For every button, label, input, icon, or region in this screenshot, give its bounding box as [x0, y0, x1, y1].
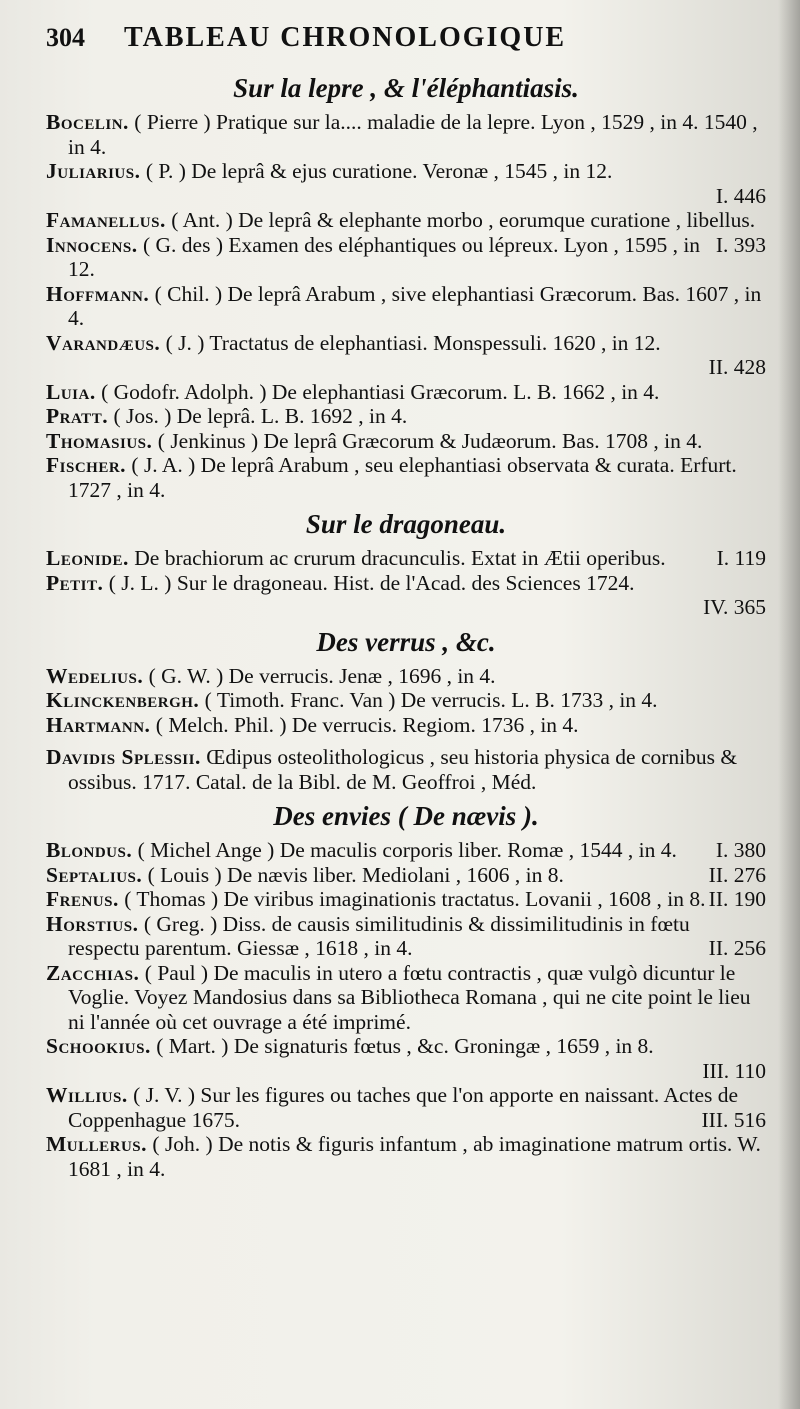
entry-author: Petit.	[46, 570, 104, 595]
entry-author: Wedelius.	[46, 663, 144, 688]
entry-author: Mullerus.	[46, 1132, 148, 1156]
entry-petit	[46, 571, 766, 596]
entry-reference: III. 110	[702, 1058, 766, 1083]
entry-author: Varandæus.	[46, 330, 161, 355]
entry-text: ( Mart. ) De signaturis fœtus , &c. Groningæ , 1659 , in 8.	[156, 1034, 654, 1058]
entry-reference: I. 393	[715, 232, 766, 257]
entry-text: ( Jos. ) De leprâ. L. B. 1692 , in 4.	[113, 404, 408, 428]
entry-willius	[46, 1083, 766, 1132]
entry-varandaeus	[46, 331, 766, 356]
entry-author: Zacchias.	[46, 960, 140, 985]
page-number: 304	[46, 23, 85, 52]
entry-blondus	[46, 838, 766, 863]
entry-text: ( G. des ) Examen des eléphantiques ou lépreux. Lyon , 1595 , in 12.	[68, 232, 701, 281]
entry-text: Œdipus osteolithologicus , seu historia physica de cornibus & ossibus. 1717. Catal. de la Bibl. de M. Geoffroi , Méd.	[68, 745, 738, 794]
entry-pratt	[46, 404, 766, 429]
entry-text: ( G. W. ) De verrucis. Jenæ , 1696 , in 4.	[148, 663, 496, 688]
running-title: TABLEAU CHRONOLOGIQUE	[124, 22, 567, 53]
entry-klinckenbergh	[46, 688, 766, 713]
entry-text: ( Jenkinus ) De leprâ Græcorum & Judæorum. Bas. 1708 , in 4.	[157, 428, 703, 453]
entry-reference: II. 428	[708, 355, 766, 379]
entry-reference: I. 380	[715, 838, 766, 862]
entry-author: Bocelin.	[46, 110, 129, 134]
section-title-verrus: Des verrus , &c.	[316, 626, 496, 657]
entry-leonide	[46, 546, 766, 571]
entry-text: ( Timoth. Franc. Van ) De verrucis. L. B. 1733 , in 4.	[204, 688, 658, 712]
entry-text: ( J. A. ) De leprâ Arabum , seu elephantiasi observata & curata. Erfurt. 1727 , in 4.	[68, 453, 737, 502]
entry-horstius	[46, 912, 766, 961]
section-title-lepre: Sur la lepre , & l'éléphantiasis.	[233, 73, 579, 103]
entry-text: ( Greg. ) Diss. de causis similitudinis & dissimilitudinis in fœtu respectu parentum. Giessæ , 1618 , in 4.	[68, 911, 690, 960]
entry-reference: II. 276	[708, 862, 766, 887]
entry-schookius	[46, 1034, 766, 1059]
entry-author: Frenus.	[46, 887, 119, 911]
entry-text: ( Joh. ) De notis & figuris infantum , ab imaginatione matrum ortis. W. 1681 , in 4.	[68, 1132, 761, 1181]
entry-author: Juliarius.	[46, 159, 141, 183]
entry-juliarius	[46, 159, 766, 184]
entry-fischer	[46, 453, 766, 502]
entry-text: ( J. L. ) Sur le dragoneau. Hist. de l'Acad. des Sciences 1724.	[108, 570, 635, 595]
entry-author: Septalius.	[46, 862, 143, 887]
section-title-envies: Des envies ( De nævis ).	[273, 801, 539, 831]
entry-luia	[46, 380, 766, 405]
entry-author: Innocens.	[46, 232, 138, 257]
section-title-dragoneau: Sur le dragoneau.	[305, 509, 507, 539]
entry-author: Schookius.	[46, 1034, 151, 1058]
entry-mullerus	[46, 1132, 766, 1181]
entry-author: Willius.	[46, 1083, 128, 1107]
entry-text: ( Chil. ) De leprâ Arabum , sive elephantiasi Græcorum. Bas. 1607 , in 4.	[68, 281, 762, 330]
entry-text: ( Michel Ange ) De maculis corporis liber. Romæ , 1544 , in 4.	[137, 838, 677, 862]
entry-text: ( Pierre ) Pratique sur la.... maladie de la lepre. Lyon , 1529 , in 4. 1540 , in 4.	[68, 110, 758, 159]
entry-author: Thomasius.	[46, 428, 153, 453]
entry-text: ( J. V. ) Sur les figures ou taches que l'on apporte en naissant. Actes de Coppenhague 1675.	[68, 1083, 739, 1132]
entry-text: ( Melch. Phil. ) De verrucis. Regiom. 1736 , in 4.	[155, 712, 579, 737]
entry-text: ( J. ) Tractatus de elephantiasi. Monspessuli. 1620 , in 12.	[165, 330, 661, 355]
entry-frenus	[46, 887, 766, 912]
entry-reference: III. 516	[701, 1107, 766, 1132]
entry-author: Fischer.	[46, 453, 127, 477]
entry-reference: II. 256	[708, 936, 766, 960]
spacer	[46, 737, 766, 745]
entry-reference: I. 446	[715, 183, 766, 208]
entry-author: Famanellus.	[46, 208, 166, 232]
entry-wedelius	[46, 664, 766, 689]
page-edge-shadow	[778, 0, 800, 1409]
entry-author: Hoffmann.	[46, 281, 150, 306]
entry-author: Leonide.	[46, 546, 129, 570]
entry-text: ( Ant. ) De leprâ & elephante morbo , eorumque curatione , libellus.	[171, 208, 756, 232]
entry-reference: II. 190	[708, 887, 766, 911]
entry-septalius	[46, 863, 766, 888]
entry-thomasius	[46, 429, 766, 454]
entry-author: Luia.	[46, 379, 96, 404]
running-head	[46, 22, 766, 66]
entry-author: Pratt.	[46, 404, 109, 428]
entry-text: De brachiorum ac crurum dracunculis. Extat in Ætii operibus.	[134, 546, 666, 570]
entry-davidis-splessii	[46, 745, 766, 794]
entry-author: Davidis Splessii.	[46, 745, 201, 769]
entry-text: ( Paul ) De maculis in utero a fœtu contractis , quæ vulgò dicuntur le Voglie. Voyez Mandosius dans sa Bibliotheca Romana , qui ne cite point le lieu ni l'année où cet ouvrage a été imprimé.	[68, 960, 751, 1034]
entry-author: Klinckenbergh.	[46, 688, 200, 712]
entry-author: Horstius.	[46, 911, 139, 936]
entry-text: ( Thomas ) De viribus imaginationis tractatus. Lovanii , 1608 , in 8.	[124, 887, 706, 911]
entry-text: ( Louis ) De nævis liber. Mediolani , 1606 , in 8.	[147, 862, 564, 887]
entry-reference: I. 119	[716, 546, 766, 570]
entry-text: ( Godofr. Adolph. ) De elephantiasi Græcorum. L. B. 1662 , in 4.	[101, 379, 660, 404]
entry-hoffmann	[46, 282, 766, 331]
entry-reference: IV. 365	[703, 595, 766, 619]
entry-text: ( P. ) De leprâ & ejus curatione. Veronæ , 1545 , in 12.	[145, 159, 613, 183]
entry-zacchias	[46, 961, 766, 1035]
entry-bocelin	[46, 110, 766, 159]
entry-author: Hartmann.	[46, 712, 151, 737]
entry-hartmann	[46, 713, 766, 738]
entry-innocens	[46, 233, 766, 282]
entry-author: Blondus.	[46, 838, 133, 862]
